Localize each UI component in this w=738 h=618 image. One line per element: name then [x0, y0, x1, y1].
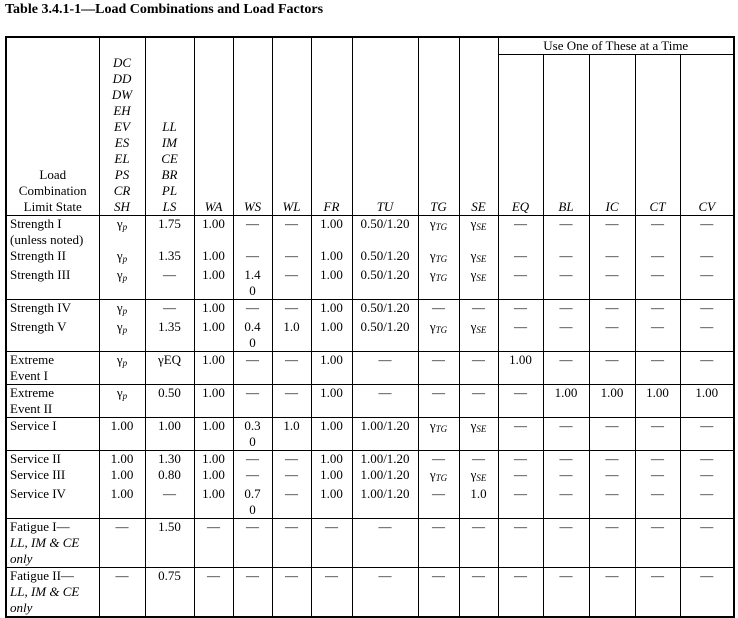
value-cell: — [589, 467, 635, 486]
value-cell: — [233, 450, 272, 467]
value-cell: — [589, 518, 635, 567]
value-cell: — [311, 518, 352, 567]
value-cell: — [680, 351, 734, 384]
value-cell: — [418, 567, 459, 617]
header-blank-cell [418, 37, 459, 55]
value-cell: 1.00 [311, 384, 352, 417]
value-cell: — [635, 450, 680, 467]
value-cell: — [543, 215, 589, 248]
header-eq: EQ [498, 55, 543, 216]
value-cell: 1.00 [194, 351, 233, 384]
value-cell: — [233, 351, 272, 384]
value-cell: 1.35 [145, 319, 194, 352]
value-cell: 1.00 [194, 248, 233, 267]
value-cell: 0.50/1.20 [352, 248, 418, 267]
value-cell: — [418, 299, 459, 319]
value-cell: — [459, 518, 498, 567]
value-cell: — [459, 384, 498, 417]
value-cell: 1.50 [145, 518, 194, 567]
value-cell: — [589, 450, 635, 467]
value-cell: — [352, 351, 418, 384]
value-cell: — [543, 248, 589, 267]
value-cell: — [680, 486, 734, 519]
value-cell: — [680, 467, 734, 486]
value-cell: — [635, 417, 680, 450]
value-cell: — [459, 567, 498, 617]
value-cell: — [194, 518, 233, 567]
value-cell: — [233, 567, 272, 617]
value-cell: 1.00/1.20 [352, 450, 418, 467]
value-cell: — [680, 518, 734, 567]
value-cell: — [233, 384, 272, 417]
value-cell: 1.00 [145, 417, 194, 450]
header-ws: WS [233, 55, 272, 216]
value-cell: $\gamma_{SE}$ [459, 417, 498, 450]
table-row [6, 467, 734, 486]
value-cell: $\gamma_{SE}$ [459, 215, 498, 248]
value-cell: $\gamma_{TG}$ [418, 467, 459, 486]
value-cell: 1.00 [311, 248, 352, 267]
value-cell: 1.30 [145, 450, 194, 467]
value-cell: 1.00 [99, 467, 145, 486]
value-cell: $\gamma_{TG}$ [418, 248, 459, 267]
header-row-top [6, 37, 734, 55]
value-cell: — [99, 518, 145, 567]
table-row [6, 299, 734, 319]
value-cell: — [352, 567, 418, 617]
value-cell: — [498, 518, 543, 567]
value-cell: 1.00 [99, 486, 145, 519]
header-blank-cell [194, 37, 233, 55]
value-cell: 0.3 0 [233, 417, 272, 450]
value-cell: — [233, 248, 272, 267]
value-cell: — [272, 467, 311, 486]
table-row [6, 319, 734, 352]
value-cell: 1.00/1.20 [352, 467, 418, 486]
header-cv: CV [680, 55, 734, 216]
value-cell: $\gamma_p$ [99, 384, 145, 417]
value-cell: — [233, 299, 272, 319]
value-cell: — [680, 299, 734, 319]
limit-state-cell: Strength III [6, 267, 99, 300]
value-cell: — [272, 486, 311, 519]
value-cell: 1.00 [194, 319, 233, 352]
header-blank-cell [145, 37, 194, 55]
value-cell: — [233, 518, 272, 567]
value-cell: 1.00 [311, 450, 352, 467]
value-cell: — [145, 267, 194, 300]
value-cell: 1.00 [194, 467, 233, 486]
value-cell: 1.00 [311, 319, 352, 352]
value-cell: 1.00 [194, 417, 233, 450]
header-blank-cell [352, 37, 418, 55]
value-cell: 1.00 [194, 299, 233, 319]
value-cell: — [418, 486, 459, 519]
value-cell: 1.00 [311, 299, 352, 319]
value-cell: $\gamma_p$ [99, 215, 145, 248]
value-cell: — [589, 215, 635, 248]
header-ct: CT [635, 55, 680, 216]
value-cell: — [635, 267, 680, 300]
value-cell: 1.4 0 [233, 267, 272, 300]
value-cell: 1.0 [272, 319, 311, 352]
value-cell: — [459, 299, 498, 319]
value-cell: — [543, 567, 589, 617]
value-cell: — [589, 267, 635, 300]
value-cell: 1.00 [311, 215, 352, 248]
value-cell: — [498, 215, 543, 248]
value-cell: 1.00 [635, 384, 680, 417]
value-cell: — [635, 215, 680, 248]
value-cell: 1.00 [311, 467, 352, 486]
value-cell: 1.00 [311, 486, 352, 519]
value-cell: 0.50/1.20 [352, 267, 418, 300]
value-cell: 1.00 [99, 450, 145, 467]
value-cell: — [498, 567, 543, 617]
table-row [6, 567, 734, 617]
value-cell: — [589, 299, 635, 319]
header-blank-cell [233, 37, 272, 55]
use-one-label: Use One of These at a Time [498, 37, 734, 55]
value-cell: — [635, 467, 680, 486]
value-cell: — [589, 417, 635, 450]
value-cell: 0.80 [145, 467, 194, 486]
value-cell: $\gamma_{SE}$ [459, 267, 498, 300]
value-cell: — [272, 518, 311, 567]
value-cell: — [272, 248, 311, 267]
limit-state-cell: Service II [6, 450, 99, 467]
value-cell: — [352, 384, 418, 417]
value-cell: 1.00 [498, 351, 543, 384]
value-cell: 1.00 [194, 215, 233, 248]
value-cell: $\gamma_{SE}$ [459, 467, 498, 486]
value-cell: — [635, 299, 680, 319]
limit-state-cell: Service III [6, 467, 99, 486]
value-cell: — [233, 215, 272, 248]
value-cell: — [145, 486, 194, 519]
header-permanent-loads: DC DD DW EH EV ES EL PS CR SH [99, 55, 145, 216]
value-cell: — [272, 567, 311, 617]
value-cell: — [352, 518, 418, 567]
header-live-loads: LL IM CE BR PL LS [145, 55, 194, 216]
value-cell: 1.00 [543, 384, 589, 417]
value-cell: $\gamma_p$ [99, 351, 145, 384]
value-cell: 1.0 [459, 486, 498, 519]
value-cell: — [680, 267, 734, 300]
value-cell: — [272, 351, 311, 384]
value-cell: $\gamma_p$ [99, 248, 145, 267]
value-cell: — [145, 299, 194, 319]
limit-state-cell: Fatigue II— LL, IM & CE only [6, 567, 99, 617]
value-cell: — [680, 450, 734, 467]
table-row [6, 417, 734, 450]
limit-state-cell: Fatigue I— LL, IM & CE only [6, 518, 99, 567]
value-cell: 1.00/1.20 [352, 486, 418, 519]
value-cell: — [99, 567, 145, 617]
value-cell: $\gamma_p$ [99, 267, 145, 300]
table-row [6, 351, 734, 384]
value-cell: — [498, 248, 543, 267]
value-cell: — [194, 567, 233, 617]
value-cell: — [498, 384, 543, 417]
header-blank-cell [99, 37, 145, 55]
value-cell: 1.75 [145, 215, 194, 248]
value-cell: — [233, 467, 272, 486]
value-cell: — [635, 486, 680, 519]
limit-state-cell: Service IV [6, 486, 99, 519]
header-blank-cell [311, 37, 352, 55]
value-cell: 0.7 0 [233, 486, 272, 519]
value-cell: — [418, 384, 459, 417]
value-cell: — [589, 351, 635, 384]
value-cell: — [543, 267, 589, 300]
value-cell: 0.50/1.20 [352, 319, 418, 352]
header-limit-state: Load Combination Limit State [6, 55, 99, 216]
table-row [6, 248, 734, 267]
value-cell: — [543, 319, 589, 352]
value-cell: 1.00 [311, 351, 352, 384]
value-cell: — [498, 467, 543, 486]
table-title: Table 3.4.1-1—Load Combinations and Load Factors [5, 2, 324, 17]
table-row [6, 215, 734, 248]
value-cell: 1.35 [145, 248, 194, 267]
value-cell: 1.00 [311, 267, 352, 300]
header-blank-cell [6, 37, 99, 55]
header-wa: WA [194, 55, 233, 216]
value-cell: 1.00 [99, 417, 145, 450]
load-combinations-table [5, 36, 735, 618]
value-cell: — [272, 384, 311, 417]
header-blank-cell [272, 37, 311, 55]
value-cell: — [498, 267, 543, 300]
value-cell: 1.0 [272, 417, 311, 450]
value-cell: — [680, 248, 734, 267]
value-cell: — [635, 248, 680, 267]
table-row [6, 450, 734, 467]
value-cell: — [498, 299, 543, 319]
value-cell: — [543, 417, 589, 450]
value-cell: 1.00 [589, 384, 635, 417]
value-cell: — [589, 319, 635, 352]
table-row [6, 486, 734, 519]
value-cell: — [680, 417, 734, 450]
value-cell: — [498, 319, 543, 352]
limit-state-cell: Strength V [6, 319, 99, 352]
value-cell: 1.00 [194, 486, 233, 519]
value-cell: — [680, 567, 734, 617]
value-cell: — [418, 518, 459, 567]
table-row [6, 384, 734, 417]
table-row [6, 267, 734, 300]
value-cell: — [418, 351, 459, 384]
limit-state-cell: Strength IV [6, 299, 99, 319]
limit-state-cell: Extreme Event I [6, 351, 99, 384]
value-cell: $\gamma_{TG}$ [418, 267, 459, 300]
value-cell: — [543, 486, 589, 519]
value-cell: — [543, 299, 589, 319]
limit-state-cell: Strength I (unless noted) [6, 215, 99, 248]
value-cell: 0.75 [145, 567, 194, 617]
value-cell: — [418, 450, 459, 467]
header-tu: TU [352, 55, 418, 216]
value-cell: $\gamma_{TG}$ [418, 417, 459, 450]
value-cell: 0.50 [145, 384, 194, 417]
value-cell: 1.00 [680, 384, 734, 417]
value-cell: 1.00/1.20 [352, 417, 418, 450]
value-cell: 0.50/1.20 [352, 215, 418, 248]
value-cell: — [272, 215, 311, 248]
value-cell: — [680, 215, 734, 248]
value-cell: — [635, 518, 680, 567]
value-cell: — [635, 351, 680, 384]
value-cell: — [311, 567, 352, 617]
value-cell: $\gamma_p$ [99, 299, 145, 319]
value-cell: — [543, 450, 589, 467]
limit-state-cell: Extreme Event II [6, 384, 99, 417]
value-cell: $\gamma_{SE}$ [459, 319, 498, 352]
value-cell: 1.00 [194, 450, 233, 467]
value-cell: — [543, 518, 589, 567]
value-cell: — [272, 299, 311, 319]
value-cell: — [498, 417, 543, 450]
value-cell: $\gamma_{TG}$ [418, 319, 459, 352]
value-cell: 1.00 [194, 267, 233, 300]
value-cell: — [589, 486, 635, 519]
header-bl: BL [543, 55, 589, 216]
value-cell: — [680, 319, 734, 352]
table-row [6, 518, 734, 567]
value-cell: $\gamma_{SE}$ [459, 248, 498, 267]
value-cell: 0.50/1.20 [352, 299, 418, 319]
value-cell: — [498, 450, 543, 467]
header-fr: FR [311, 55, 352, 216]
limit-state-cell: Service I [6, 417, 99, 450]
value-cell: — [459, 450, 498, 467]
header-blank-cell [459, 37, 498, 55]
header-ic: IC [589, 55, 635, 216]
value-cell: — [272, 450, 311, 467]
value-cell: — [543, 351, 589, 384]
value-cell: — [589, 248, 635, 267]
value-cell: 1.00 [194, 384, 233, 417]
value-cell: — [589, 567, 635, 617]
limit-state-cell: Strength II [6, 248, 99, 267]
value-cell: γEQ [145, 351, 194, 384]
value-cell: — [459, 351, 498, 384]
header-row [6, 55, 734, 216]
value-cell: — [635, 567, 680, 617]
value-cell: — [635, 319, 680, 352]
value-cell: — [272, 267, 311, 300]
value-cell: $\gamma_p$ [99, 319, 145, 352]
header-se: SE [459, 55, 498, 216]
value-cell: 0.4 0 [233, 319, 272, 352]
header-wl: WL [272, 55, 311, 216]
value-cell: — [543, 467, 589, 486]
value-cell: 1.00 [311, 417, 352, 450]
header-tg: TG [418, 55, 459, 216]
value-cell: $\gamma_{TG}$ [418, 215, 459, 248]
value-cell: — [498, 486, 543, 519]
